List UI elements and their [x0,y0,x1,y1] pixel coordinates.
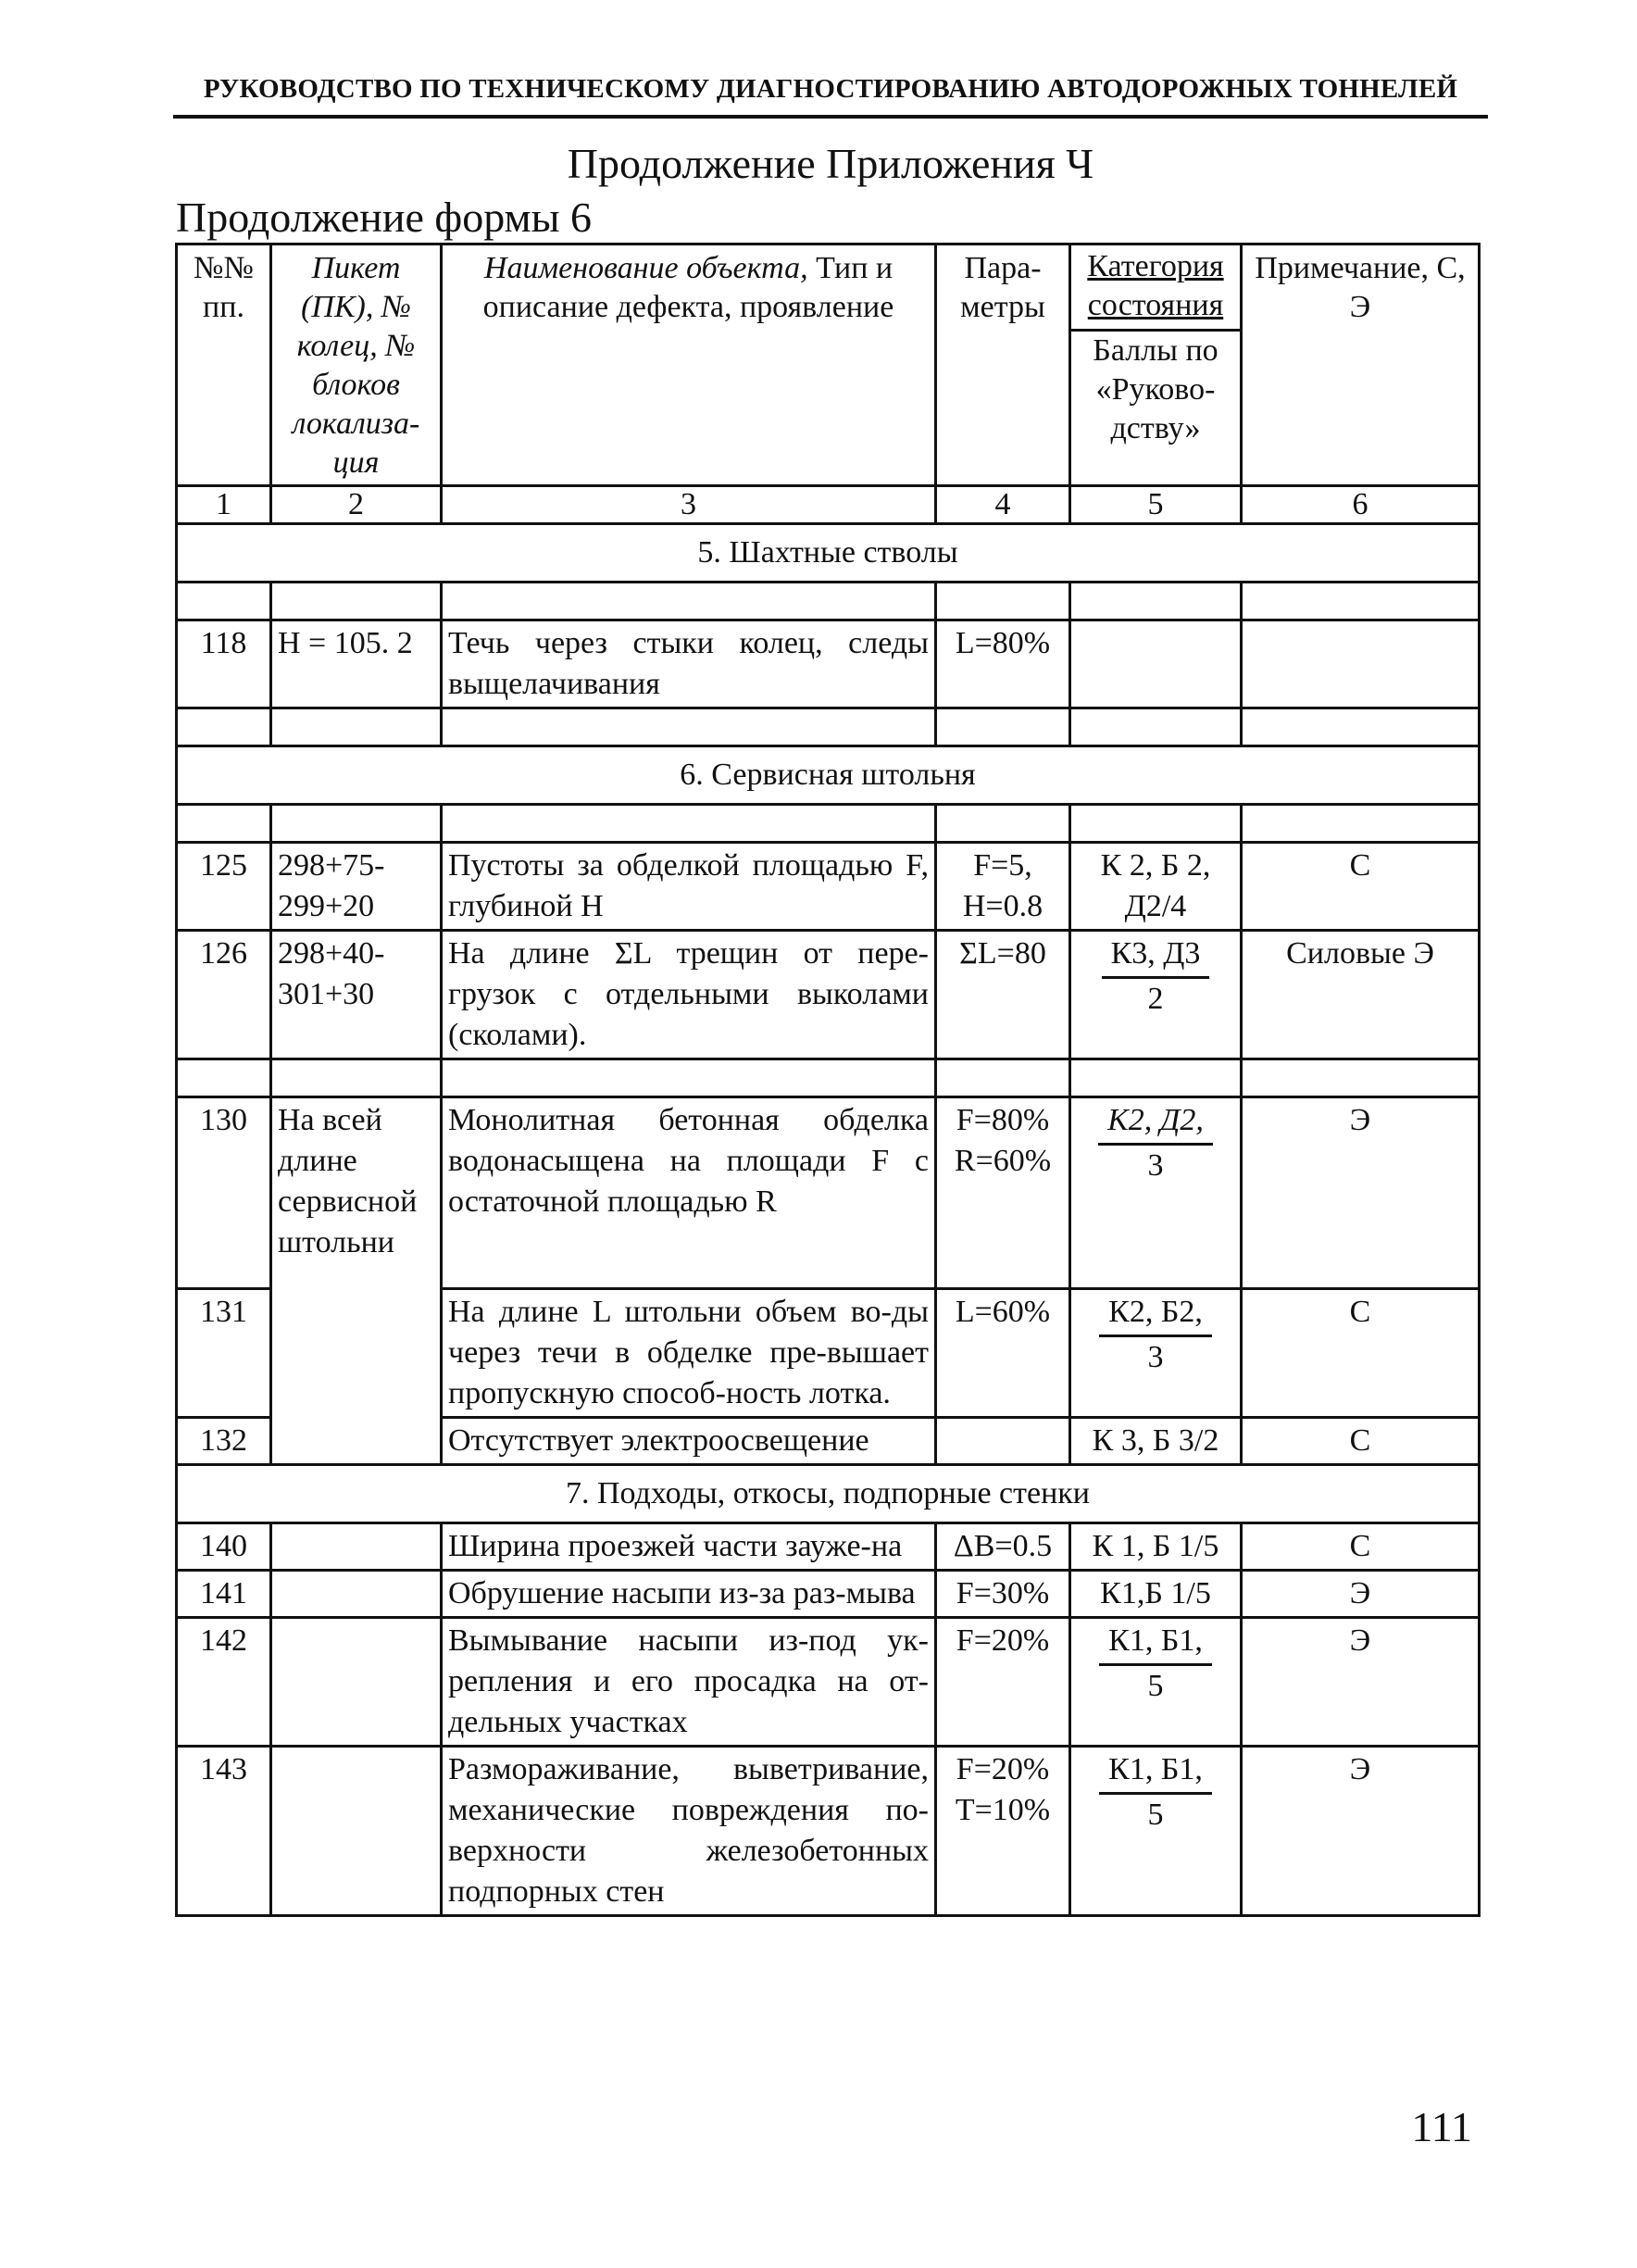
table-row [177,931,1480,1059]
row-number: 141 [177,1571,271,1618]
blank-row [177,805,1480,843]
section-heading-row [177,524,1480,583]
table-header-row [177,244,1480,486]
defects-table [175,243,1481,1917]
row-note: Э [1242,1571,1480,1618]
section-title: 6. Сервисная штольня [177,746,1480,805]
header-category-score: Баллы по «Руково-дству» [1071,329,1240,448]
category-denominator: 3 [1099,1334,1212,1378]
category-denominator: 5 [1099,1792,1212,1836]
row-category [1070,1289,1242,1418]
row-category [1070,620,1242,708]
row-parameters: F=20% T=10% [936,1747,1070,1916]
row-number: 125 [177,843,271,931]
table-row [177,843,1480,931]
table-row [177,620,1480,708]
category-fraction [1099,1621,1212,1707]
row-note: Силовые Э [1242,931,1480,1059]
blank-row [177,708,1480,746]
row-note: С [1242,843,1480,931]
row-note [1242,620,1480,708]
header-defect-type: Тип и описание дефекта, проявление [482,251,894,324]
table-row [177,1618,1480,1747]
row-picket: 298+75-299+20 [271,843,442,931]
row-parameters [936,1418,1070,1465]
category-numerator: К2, Б2, [1108,1295,1203,1329]
category-numerator: К2, Д2, [1107,1103,1204,1137]
category-denominator: 5 [1099,1663,1212,1707]
row-description: На длине L штольни объем во-ды через течи в обделке пре-вышает пропускную способ-ность лотка. [442,1289,936,1418]
row-category [1070,1097,1242,1289]
form-title: Продолжение формы 6 [176,194,593,241]
category-fraction [1099,1292,1212,1378]
header-object-name: Наименование объекта, [483,251,808,285]
category-numerator: К1, Б1, [1108,1752,1203,1786]
header-picket: Пикет (ПК), № колец, № блоков локализа-ция [271,244,442,486]
row-description: Обрушение насыпи из-за раз-мыва [442,1571,936,1618]
row-category: К 3, Б 3/2 [1070,1418,1242,1465]
row-number: 143 [177,1747,271,1916]
row-note: С [1242,1418,1480,1465]
column-number: 3 [442,486,936,524]
appendix-title: Продолжение Приложения Ч [567,140,1094,187]
header-note: Примечание, С, Э [1242,244,1480,486]
row-picket: На всей длине сервисной штольни [271,1097,442,1465]
row-parameters: ΣL=80 [936,931,1070,1059]
row-picket: H = 105. 2 [271,620,442,708]
row-category: К 1, Б 1/5 [1070,1523,1242,1571]
row-parameters: F=30% [936,1571,1070,1618]
row-picket [271,1523,442,1571]
category-fraction [1102,934,1210,1020]
row-picket [271,1618,442,1747]
category-denominator: 2 [1102,976,1210,1020]
row-number: 140 [177,1523,271,1571]
section-heading-row [177,1465,1480,1523]
header-parameters: Пара-метры [936,244,1070,486]
column-number: 4 [936,486,1070,524]
row-note: Э [1242,1097,1480,1289]
row-parameters: L=60% [936,1289,1070,1418]
row-picket: 298+40-301+30 [271,931,442,1059]
row-category [1070,1747,1242,1916]
row-parameters: F=80% R=60% [936,1097,1070,1289]
row-description: На длине ΣL трещин от пере-грузок с отдельными выколами (сколами). [442,931,936,1059]
row-description: Пустоты за обделкой площадью F, глубиной H [442,843,936,931]
column-numbers-row [177,486,1480,524]
row-category [1070,1618,1242,1747]
blank-row [177,583,1480,620]
row-description: Вымывание насыпи из-под ук-репления и его просадка на от-дельных участках [442,1618,936,1747]
row-description: Ширина проезжей части зауже-на [442,1523,936,1571]
column-number: 6 [1242,486,1480,524]
column-number: 2 [271,486,442,524]
running-title: РУКОВОДСТВО ПО ТЕХНИЧЕСКОМУ ДИАГНОСТИРОВАНИЮ АВТОДОРОЖНЫХ ТОННЕЛЕЙ [203,74,1458,104]
table-row [177,1523,1480,1571]
row-number: 118 [177,620,271,708]
section-title: 5. Шахтные стволы [177,524,1480,583]
table-row [177,1747,1480,1916]
row-note: Э [1242,1747,1480,1916]
category-fraction [1098,1100,1213,1186]
row-picket [271,1747,442,1916]
row-description: Течь через стыки колец, следы выщелачивания [442,620,936,708]
row-description: Отсутствует электроосвещение [442,1418,936,1465]
row-number: 142 [177,1618,271,1747]
header-category-state: Категория состояния [1087,249,1224,322]
section-heading-row [177,746,1480,805]
row-number: 132 [177,1418,271,1465]
row-number: 126 [177,931,271,1059]
row-category: К1,Б 1/5 [1070,1571,1242,1618]
row-note: С [1242,1523,1480,1571]
page-number: 111 [1411,2103,1472,2150]
category-numerator: К1, Б1, [1108,1623,1203,1658]
row-description: Монолитная бетонная обделка водонасыщена на площади F с остаточной площадью R [442,1097,936,1289]
category-fraction [1099,1749,1212,1836]
header-number: №№ пп. [177,244,271,486]
header-category [1070,244,1242,486]
table-row [177,1097,1480,1289]
row-number: 131 [177,1289,271,1418]
column-number: 1 [177,486,271,524]
row-category [1070,931,1242,1059]
row-number: 130 [177,1097,271,1289]
table-row [177,1571,1480,1618]
row-parameters: ΔB=0.5 [936,1523,1070,1571]
category-denominator: 3 [1098,1143,1213,1186]
row-note: С [1242,1289,1480,1418]
column-number: 5 [1070,486,1242,524]
category-numerator: К3, Д3 [1110,936,1201,971]
row-parameters: F=20% [936,1618,1070,1747]
blank-row [177,1059,1480,1097]
row-category: К 2, Б 2, Д2/4 [1070,843,1242,931]
row-picket [271,1571,442,1618]
section-title: 7. Подходы, откосы, подпорные стенки [177,1465,1480,1523]
header-rule [173,115,1488,119]
row-description: Размораживание, выветривание, механические повреждения по-верхности железобетонных подпорных стен [442,1747,936,1916]
row-note: Э [1242,1618,1480,1747]
row-parameters: F=5, H=0.8 [936,843,1070,931]
row-parameters: L=80% [936,620,1070,708]
header-description [442,244,936,486]
